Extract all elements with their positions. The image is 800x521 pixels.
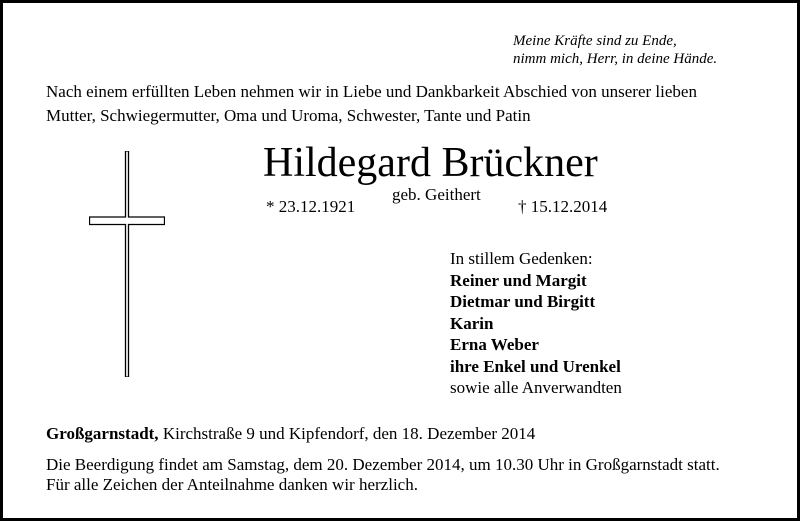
mourner-name: Erna Weber [450,335,539,354]
mourners-closing: sowie alle Anverwandten [450,378,622,397]
birth-date: * 23.12.1921 [266,197,356,216]
place-address-date: Kirchstraße 9 und Kipfendorf, den 18. Dezember 2014 [158,424,536,443]
funeral-line-2: Für alle Zeichen der Anteilnahme danken wir herzlich. [46,475,418,494]
cross-icon [89,151,165,377]
funeral-info [46,455,720,495]
mourner-name: ihre Enkel und Urenkel [450,356,621,376]
place-and-date [46,424,535,444]
deceased-name: Hildegard Brückner [263,140,598,186]
intro-line-1: Nach einem erfüllten Leben nehmen wir in Liebe und Dankbarkeit Abschied von unserer lieben [46,82,697,101]
mourner-name: Dietmar und Birgitt [450,292,596,311]
mourner-name: Reiner und Margit [450,270,587,290]
intro-text [46,80,697,128]
mourners-block [450,248,622,399]
mourners-heading: In stillem Gedenken: [450,249,593,268]
death-date: † 15.12.2014 [518,197,608,216]
mourner-name: Karin [450,313,494,333]
intro-line-2: Mutter, Schwiegermutter, Oma und Uroma, Schwester, Tante und Patin [46,106,531,125]
maiden-name: geb. Geithert [392,185,481,204]
place-town: Großgarnstadt, [46,424,159,443]
motto-line-2: nimm mich, Herr, in deine Hände. [513,51,718,67]
motto-line-1: Meine Kräfte sind zu Ende, [513,33,677,49]
motto-verse [513,32,717,68]
funeral-line-1: Die Beerdigung findet am Samstag, dem 20. Dezember 2014, um 10.30 Uhr in Großgarnstadt statt. [46,455,720,474]
